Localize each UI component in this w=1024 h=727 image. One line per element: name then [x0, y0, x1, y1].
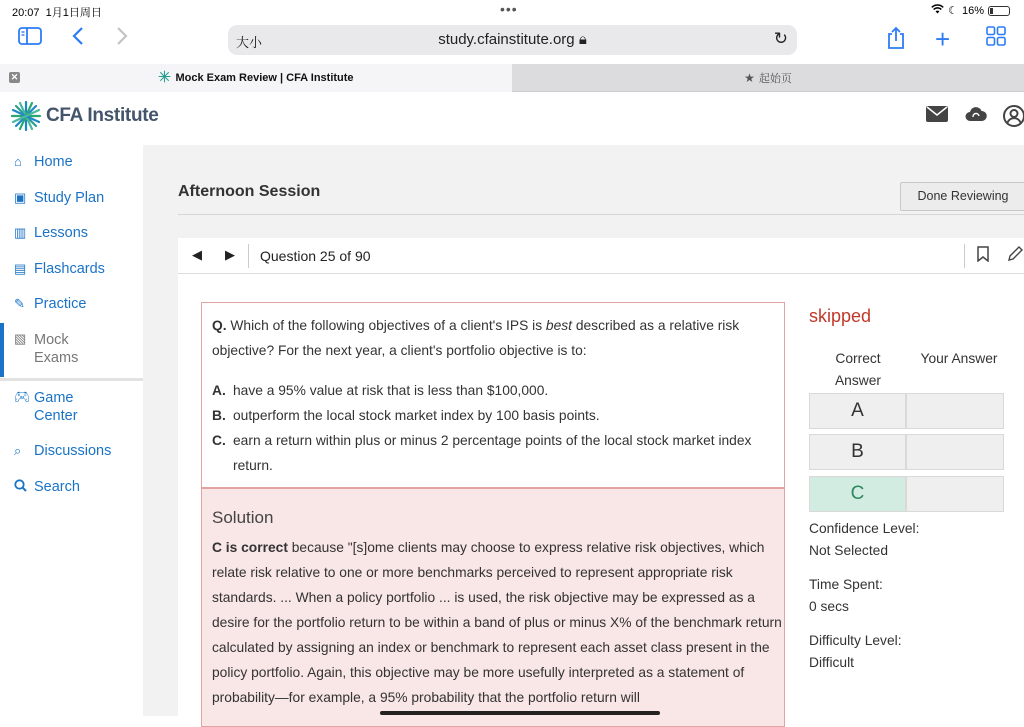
flashcards-icon: ▤: [14, 261, 27, 276]
sidebar-divider: [0, 378, 143, 381]
answer-option-a[interactable]: A. have a 95% value at risk that is less than $100,000.: [212, 383, 549, 398]
sidebar-toggle-icon[interactable]: [18, 26, 42, 52]
sidebar-item-home[interactable]: ⌂ Home: [14, 154, 73, 170]
tab-bar: [0, 64, 1024, 92]
browser-toolbar: [0, 22, 1024, 62]
solution-title: Solution: [212, 508, 274, 527]
your-cell-b: [906, 434, 1004, 470]
bookmark-icon[interactable]: [977, 246, 989, 267]
status-right: [931, 4, 1010, 17]
tabs-overview-icon[interactable]: [986, 26, 1006, 52]
answer-row-a: [809, 393, 1005, 429]
question-counter: Question 25 of 90: [260, 248, 371, 264]
sidebar-item-mock-exams[interactable]: ▧ Mock Exams: [14, 331, 79, 366]
sidebar-item-practice[interactable]: ✎ Practice: [14, 296, 87, 312]
page-title: Afternoon Session: [178, 183, 321, 200]
new-tab-icon[interactable]: +: [935, 24, 951, 54]
done-reviewing-button[interactable]: Done Reviewing: [900, 182, 1024, 211]
sidebar: [0, 145, 143, 716]
answer-row-c: [809, 476, 1005, 512]
question-text: Q. Which of the following objectives of a client's IPS is best described as a relative risk objective? For the next year, a client's portfolio objective is to:: [212, 318, 740, 358]
sidebar-item-game-center[interactable]: 🎮︎ Game Center: [14, 389, 78, 424]
cfa-logo[interactable]: CFA Institute: [10, 100, 159, 132]
wifi-icon: [931, 4, 944, 17]
book-icon: ▥: [14, 225, 27, 240]
user-avatar-icon[interactable]: [1003, 105, 1024, 133]
question-content: [178, 274, 1024, 716]
status-time: 20:07 1月1日周日: [12, 7, 102, 19]
practice-icon: ✎: [14, 296, 25, 311]
reload-icon[interactable]: ↻: [773, 29, 788, 48]
sidebar-item-lessons[interactable]: ▥ Lessons: [14, 225, 89, 241]
mock-exam-icon: ▧: [14, 331, 27, 346]
home-icon: ⌂: [14, 154, 22, 169]
sidebar-item-discussions[interactable]: ⌕ Discussions: [14, 443, 112, 459]
tab-start-page[interactable]: ★ 起始页: [744, 71, 792, 85]
share-icon[interactable]: [886, 26, 906, 56]
main-panel: [143, 145, 1024, 716]
correct-cell-c: C: [809, 476, 906, 512]
confidence-level: Confidence Level: Not Selected: [809, 521, 920, 558]
chat-icon: ⌕: [14, 443, 22, 458]
cfa-favicon-icon: [158, 70, 171, 86]
status-badge: skipped: [809, 306, 872, 326]
calendar-icon: ▣: [14, 190, 27, 205]
correct-cell-a: A: [809, 393, 906, 429]
sidebar-item-search[interactable]: Search: [14, 479, 80, 495]
site-header: [0, 93, 1024, 145]
pencil-icon[interactable]: [1007, 246, 1023, 267]
forward-icon[interactable]: [116, 26, 128, 52]
active-indicator: [0, 323, 4, 377]
battery-icon: [988, 6, 1010, 16]
nav-separator: [248, 244, 249, 268]
tab-mock-exam[interactable]: ✕ Mock Exam Review | CFA Institute: [0, 64, 512, 92]
question-nav-bar: [178, 238, 1024, 274]
back-icon[interactable]: [72, 26, 84, 52]
nav-separator-right: [964, 244, 965, 268]
cloud-sync-icon[interactable]: [965, 105, 987, 129]
answer-option-c[interactable]: C. earn a return within plus or minus 2 percentage points of the local stock market index return.: [212, 433, 752, 473]
battery-percent: 16%: [961, 4, 984, 17]
answer-option-b[interactable]: B. outperform the local stock market index by 100 basis points.: [212, 408, 600, 423]
difficulty-level: Difficulty Level: Difficult: [809, 633, 902, 670]
answer-list: [212, 378, 780, 478]
solution-box: [201, 487, 785, 727]
prev-question-icon[interactable]: ◀: [192, 247, 202, 262]
url-text: study.cfainstitute.org 🔒︎: [438, 31, 587, 48]
text-size-button[interactable]: 大小: [236, 35, 263, 50]
moon-icon: ☾: [948, 5, 958, 17]
status-bar: [0, 0, 1024, 22]
solution-text: C is correct because "[s]ome clients may choose to express relative risk objectives, which relate risk relative to one or more benchmarks perceived to represent appropriate risk standards. ... When a policy portfolio ... is used, the risk objective may be expressed as a desire for the portfolio return to be within a band of plus or minus X% of the benchmark return calculated by assigning an index or benchmark to represent each asset class present in the policy portfolio. Again, this objective may be more usefully interpreted as a statement of probability—for example, a 95% probability that the portfolio return will: [212, 540, 782, 705]
close-tab-icon[interactable]: ✕: [10, 72, 19, 82]
question-box: [201, 302, 785, 487]
search-icon: [14, 479, 28, 495]
mail-icon[interactable]: [926, 105, 948, 128]
multitask-dots[interactable]: •••: [500, 1, 518, 17]
correct-cell-b: B: [809, 434, 906, 470]
sidebar-item-flashcards[interactable]: ▤ Flashcards: [14, 261, 105, 277]
star-icon: ★: [744, 71, 755, 85]
time-spent: Time Spent: 0 secs: [809, 577, 883, 614]
correct-answer-header: Correct Answer: [834, 351, 881, 388]
your-cell-a: [906, 393, 1004, 429]
your-answer-header: Your Answer: [920, 351, 998, 366]
next-question-icon[interactable]: ▶: [225, 247, 235, 262]
lock-icon: 🔒︎: [578, 31, 587, 48]
address-bar[interactable]: [228, 25, 797, 55]
title-divider: [178, 214, 1024, 215]
sidebar-item-study-plan[interactable]: ▣ Study Plan: [14, 190, 105, 206]
answer-row-b: [809, 434, 1005, 470]
cfa-logo-icon: [10, 100, 42, 132]
gamepad-icon: 🎮︎: [14, 389, 31, 404]
ink-stroke: [380, 711, 660, 715]
your-cell-c: [906, 476, 1004, 512]
result-panel: [809, 302, 1024, 716]
